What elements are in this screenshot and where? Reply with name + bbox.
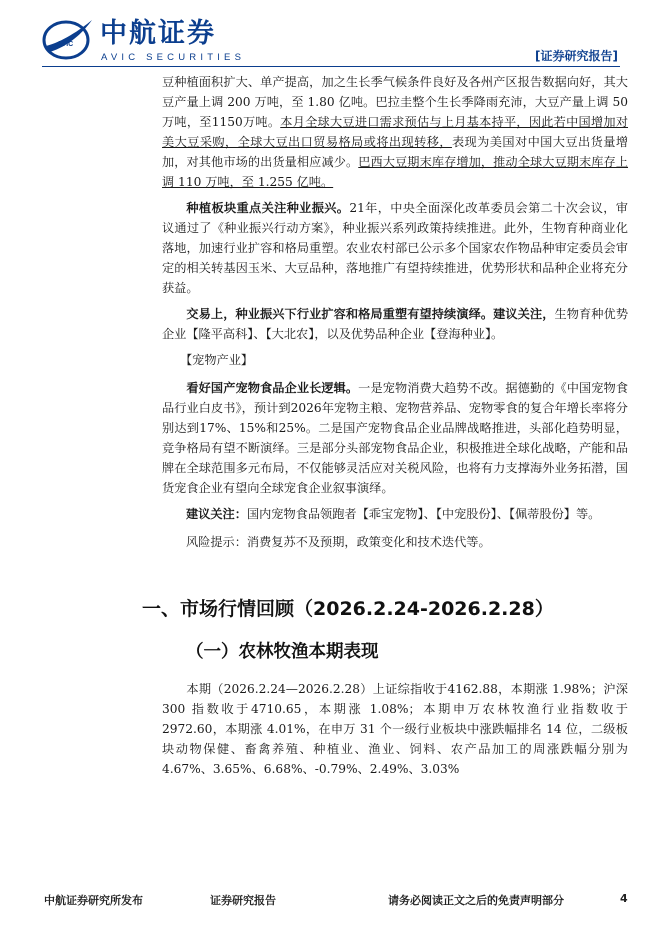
soybean-paragraph bbox=[162, 72, 628, 192]
recommendation-line bbox=[186, 504, 628, 524]
main-content bbox=[162, 72, 628, 560]
footer-report-type: 证券研究报告 bbox=[210, 894, 276, 907]
trading-text: 生物育种优势企业【隆平高科】、【大北农】，以及优势品种企业【登海种业】。 bbox=[162, 307, 629, 341]
seed-industry-paragraph bbox=[162, 198, 628, 298]
avic-logo-icon bbox=[42, 16, 94, 60]
pet-industry-title: 【宠物产业】 bbox=[180, 353, 254, 367]
section-heading: 一、市场行情回顾（2026.2.24-2026.2.28） bbox=[142, 598, 554, 620]
soybean-text-2: 表现为美国对中国大豆出货量增加，对其他市场的出货量相应减少。 bbox=[162, 135, 629, 169]
market-review-paragraph: 本期（2026.2.24—2026.2.28）上证综指收于4162.88，本期涨 1.98%；沪深 300 指数收于4710.65，本期涨 1.08%；本期申万农林牧渔行业指数收于 2972.60，本期涨 4.01%，在申万 31 个一级行业板块中涨跌幅排名 14 位，二级板块动物保健、畜禽养殖、种植业、渔业、饲料、农产品加工的周涨跌幅分别为 4.67%、3.65%、6.68%、-0.79%、2.49%、3.03% bbox=[162, 682, 628, 776]
seed-industry-text: 21年，中央全面深化改革委员会第二十次会议，审议通过了《种业振兴行动方案》，种业振兴系列政策持续推进。此外，生物育种商业化落地，加速行业扩容和格局重塑。农业农村部已公示多个国家农作物品种审定委员会审定的相关转基因玉米、大豆品种，落地推广有望持续推进，优势形状和品种企业将充分获益。 bbox=[162, 201, 628, 295]
page-header bbox=[0, 0, 662, 72]
recommendation-lead: 建议关注： bbox=[186, 507, 247, 521]
pet-food-paragraph bbox=[162, 378, 628, 498]
report-type-tag: [证券研究报告] bbox=[535, 49, 618, 63]
pet-food-text: 一是宠物消费大趋势不改。据德勤的《中国宠物食品行业白皮书》，预计到2026年宠物主粮、宠物营养品、宠物零食的复合年增长率将分别达到17%、15%和25%。二是国产宠物食品企业品牌战略推进，头部化趋势明显，竞争格局有望不断演绎。三是部分头部宠物食品企业，积极推进全球化战略，产能和品牌在全球范围多元布局，不仅能够灵活应对关税风险，也将有力支撑海外业务拓潜，国货宠食企业有望向全球宠食企业叙事演绎。 bbox=[162, 381, 629, 495]
seed-industry-lead: 种植板块重点关注种业振兴。 bbox=[186, 201, 350, 215]
trading-paragraph bbox=[162, 304, 628, 344]
soybean-text-underlined-1: 本月全球大豆进口需求预估与上月基本持平，因此若中国增加对美大豆采购，全球大豆出口贸易格局或将出现转移， bbox=[162, 115, 629, 149]
risk-warning: 风险提示：消费复苏不及预期，政策变化和技术迭代等。 bbox=[186, 535, 491, 549]
logo-chinese-name: 中航证券 bbox=[100, 18, 216, 49]
page-footer bbox=[0, 888, 662, 912]
header-divider bbox=[42, 66, 620, 67]
trading-lead: 交易上，种业振兴下行业扩容和格局重塑有望持续演绎。建议关注， bbox=[186, 307, 555, 321]
footer-disclaimer: 请务必阅读正文之后的免责声明部分 bbox=[388, 894, 564, 907]
page-number: 4 bbox=[620, 892, 628, 905]
subsection-heading: （一）农林牧渔本期表现 bbox=[186, 642, 379, 662]
soybean-text-underlined-2: 巴西大豆期末库存增加，推动全球大豆期末库存上调 110 万吨，至 1.255 亿吨。 bbox=[162, 155, 629, 189]
logo-badge-text: AVIC bbox=[57, 41, 74, 48]
recommendation-text: 国内宠物食品领跑者【乖宝宠物】、【中宠股份】、【佩蒂股份】等。 bbox=[246, 507, 601, 521]
logo-english-name: AVIC SECURITIES bbox=[101, 52, 246, 63]
soybean-text-1: 豆种植面积扩大、单产提高，加之生长季气候条件良好及各州产区报告数据向好，其大豆产量上调 200 万吨，至 1.80 亿吨。巴拉圭整个生长季降雨充沛，大豆产量上调 50 万吨，至1150万吨。 bbox=[162, 75, 628, 129]
pet-food-lead: 看好国产宠物食品企业长逻辑。 bbox=[186, 381, 359, 395]
footer-publisher: 中航证券研究所发布 bbox=[44, 894, 143, 907]
